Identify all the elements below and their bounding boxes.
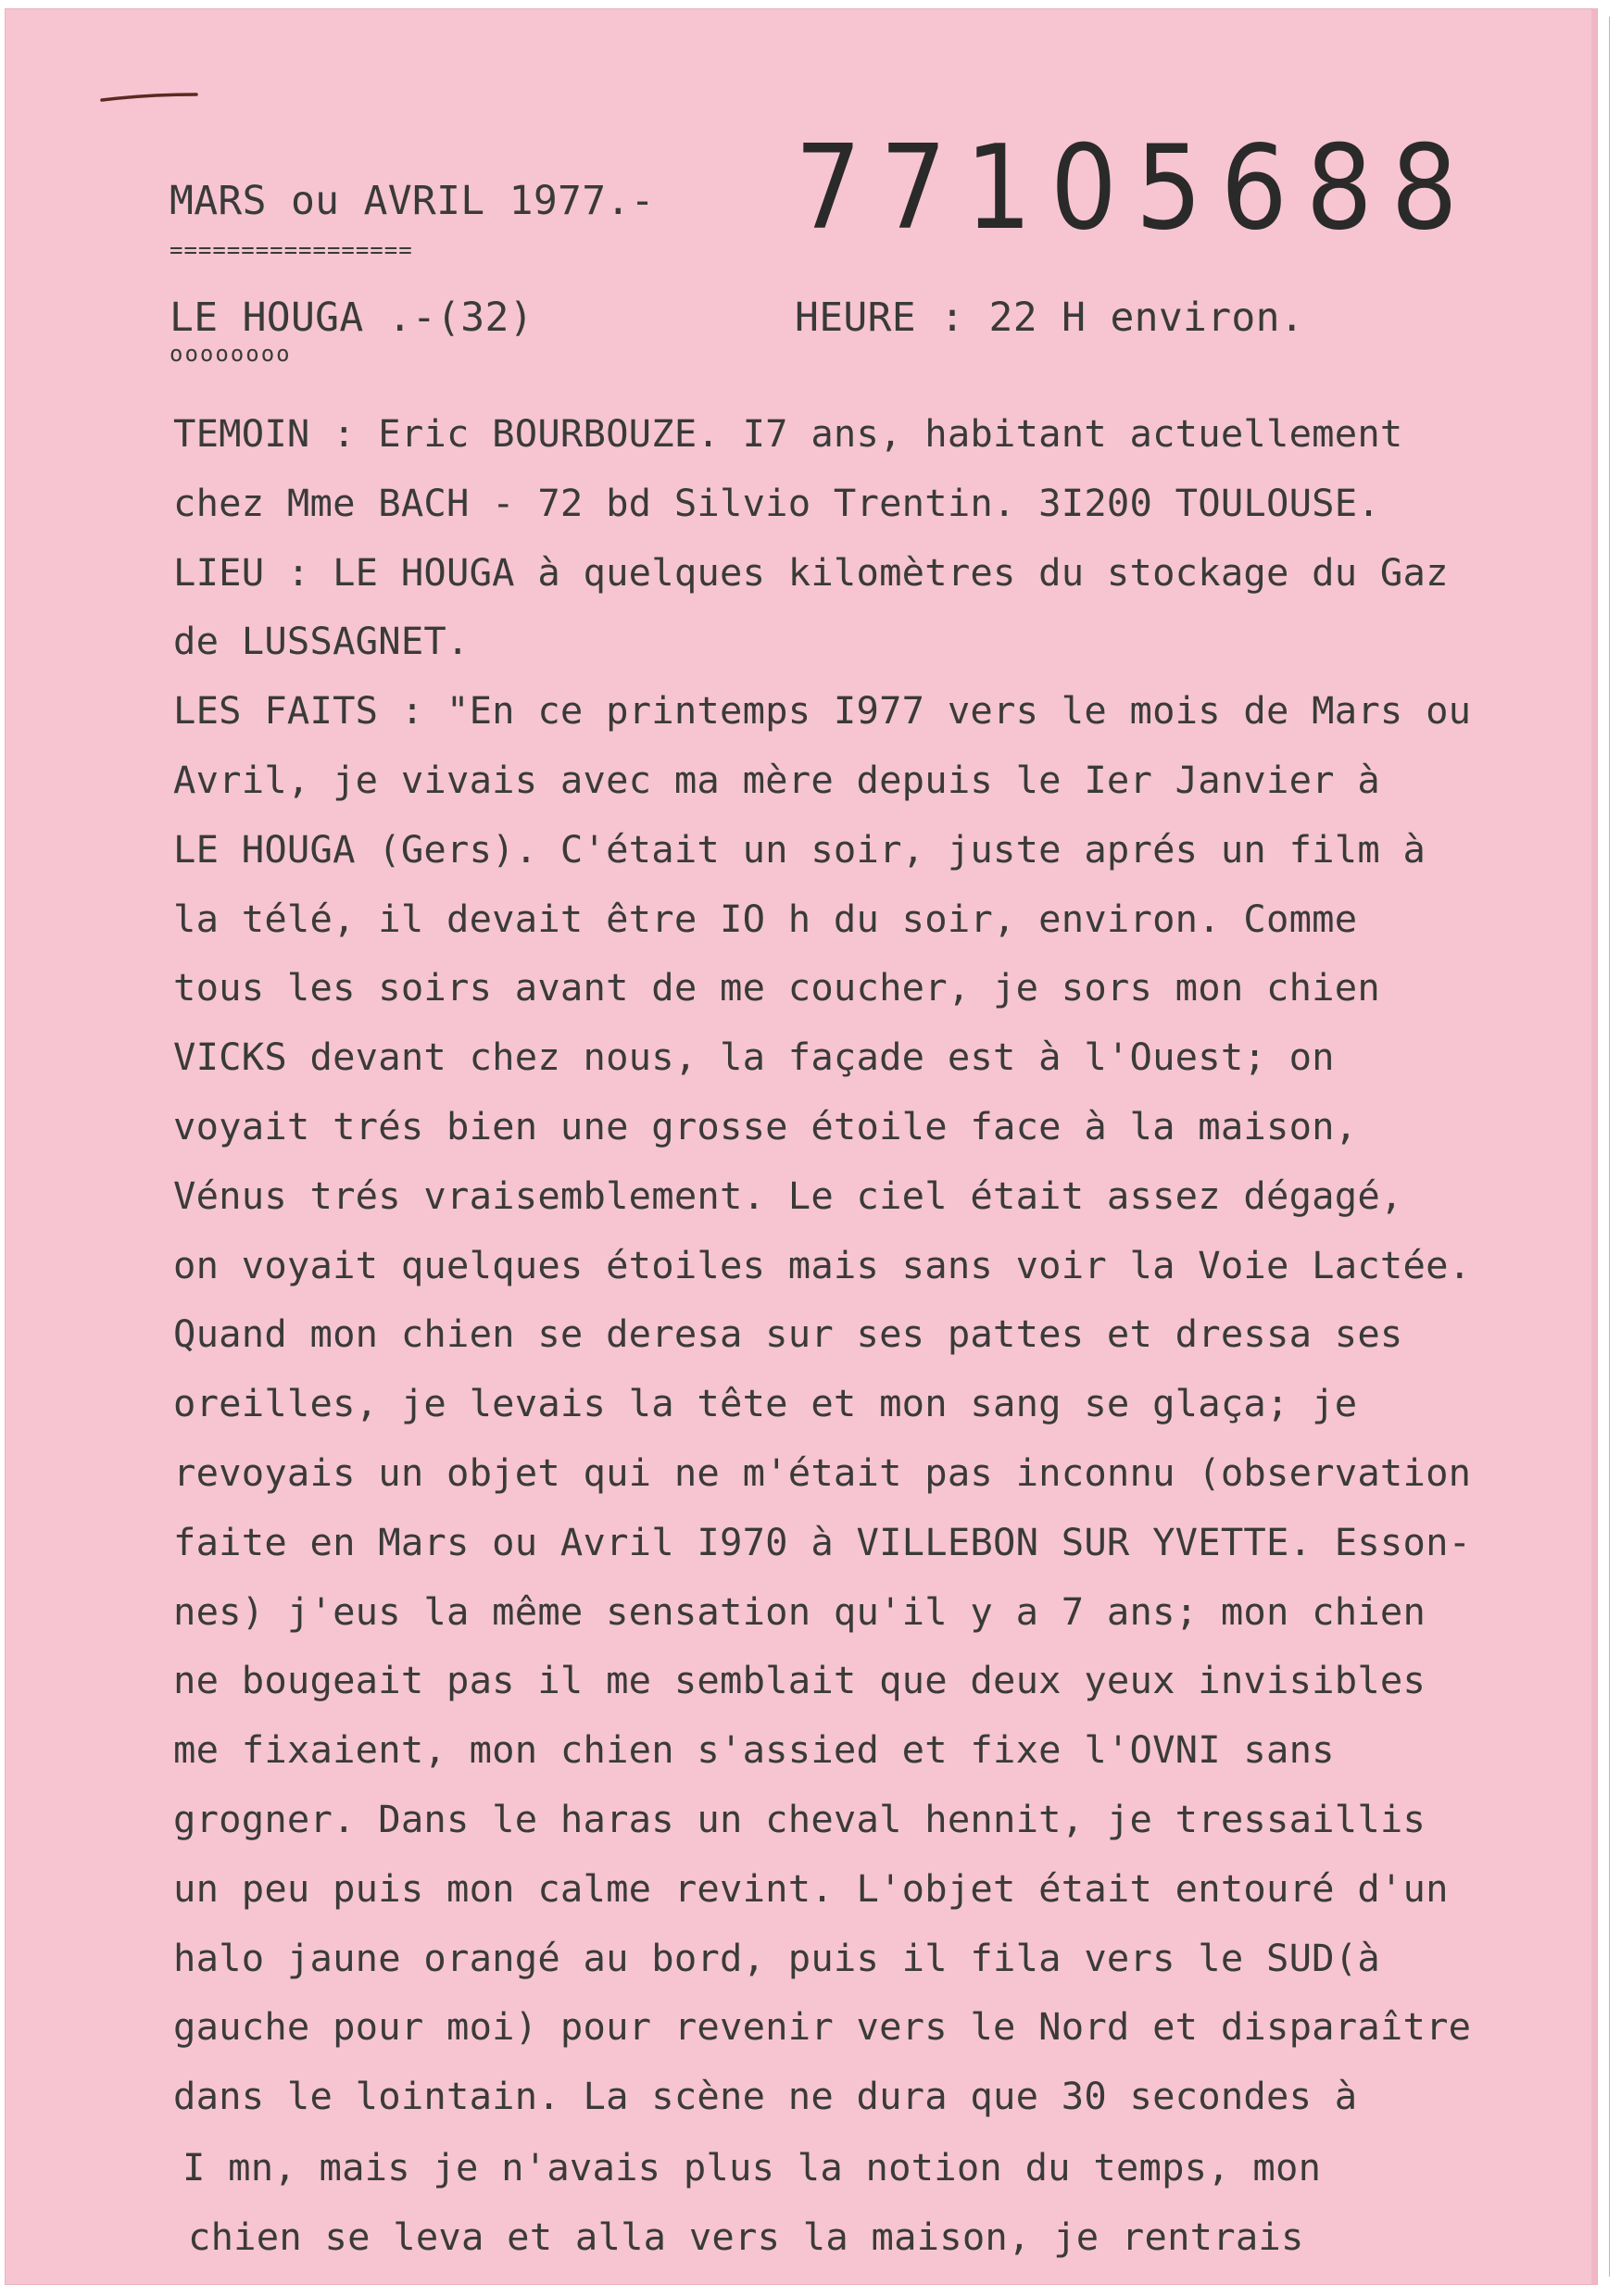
body-text-line: nes) j'eus la même sensation qu'il y a 7 ans; mon chien — [173, 1588, 1426, 1634]
body-text-line: la télé, il devait être IO h du soir, environ. Comme — [173, 896, 1358, 941]
body-text-line: grogner. Dans le haras un cheval hennit, je tressaillis — [173, 1797, 1426, 1841]
body-text-line: LES FAITS : "En ce printemps I977 vers le mois de Mars ou — [173, 688, 1472, 734]
body-text-line: tous les soirs avant de me coucher, je sors mon chien — [173, 965, 1380, 1010]
body-text-line: TEMOIN : Eric BOURBOUZE. I7 ans, habitant actuellement — [173, 411, 1403, 456]
date-underline: ================= — [170, 237, 413, 263]
body-text-line: chien se leva et alla vers la maison, je rentrais — [188, 2214, 1304, 2259]
body-text-line: halo jaune orangé au bord, puis il fila vers le SUD(à — [173, 1935, 1380, 1980]
body-text-line: VICKS devant chez nous, la façade est à l'Ouest; on — [173, 1035, 1335, 1080]
body-text-line: Quand mon chien se deresa sur ses pattes et dressa ses — [173, 1311, 1403, 1357]
report-time: HEURE : 22 H environ. — [795, 295, 1304, 341]
body-text-line: faite en Mars ou Avril I970 à VILLEBON SUR YVETTE. Esson- — [173, 1519, 1472, 1564]
body-text-line: oreilles, je levais la tête et mon sang se glaça; je — [173, 1381, 1358, 1426]
body-text-line: I mn, mais je n'avais plus la notion du temps, mon — [182, 2145, 1322, 2189]
case-reference-number: 77105688 — [795, 119, 1476, 256]
body-text-line: un peu puis mon calme revint. L'objet était entouré d'un — [173, 1865, 1449, 1911]
body-text-line: Avril, je vivais avec ma mère depuis le Ier Janvier à — [173, 758, 1380, 802]
body-text-line: de LUSSAGNET. — [173, 619, 470, 664]
page-edge-shadow — [1609, 17, 1615, 2277]
place-underline-marks: oooooooo — [170, 341, 292, 367]
report-date: MARS ou AVRIL 1977.- — [170, 178, 655, 224]
body-text-line: ne bougeait pas il me semblait que deux yeux invisibles — [173, 1658, 1426, 1703]
body-text-line: chez Mme BACH - 72 bd Silvio Trentin. 3I200 TOULOUSE. — [173, 480, 1380, 525]
body-text-line: voyait trés bien une grosse étoile face à la maison, — [173, 1104, 1358, 1148]
body-text-line: Vénus trés vraisemblement. Le ciel était assez dégagé, — [173, 1173, 1403, 1218]
body-text-line: on voyait quelques étoiles mais sans voir la Voie Lactée. — [173, 1242, 1472, 1287]
report-place: LE HOUGA .-(32) — [170, 295, 534, 341]
pen-stroke-mark — [100, 93, 198, 102]
body-text-line: me fixaient, mon chien s'assied et fixe l'OVNI sans — [173, 1727, 1335, 1773]
body-text-line: LIEU : LE HOUGA à quelques kilomètres du stockage du Gaz — [173, 549, 1449, 595]
body-text-line: LE HOUGA (Gers). C'était un soir, juste aprés un film à — [173, 826, 1426, 872]
body-text-line: revoyais un objet qui ne m'était pas inconnu (observation — [173, 1450, 1472, 1495]
body-text-line: dans le lointain. La scène ne dura que 30 secondes à — [173, 2074, 1358, 2119]
body-text-line: gauche pour moi) pour revenir vers le Nord et disparaître — [173, 2004, 1472, 2050]
